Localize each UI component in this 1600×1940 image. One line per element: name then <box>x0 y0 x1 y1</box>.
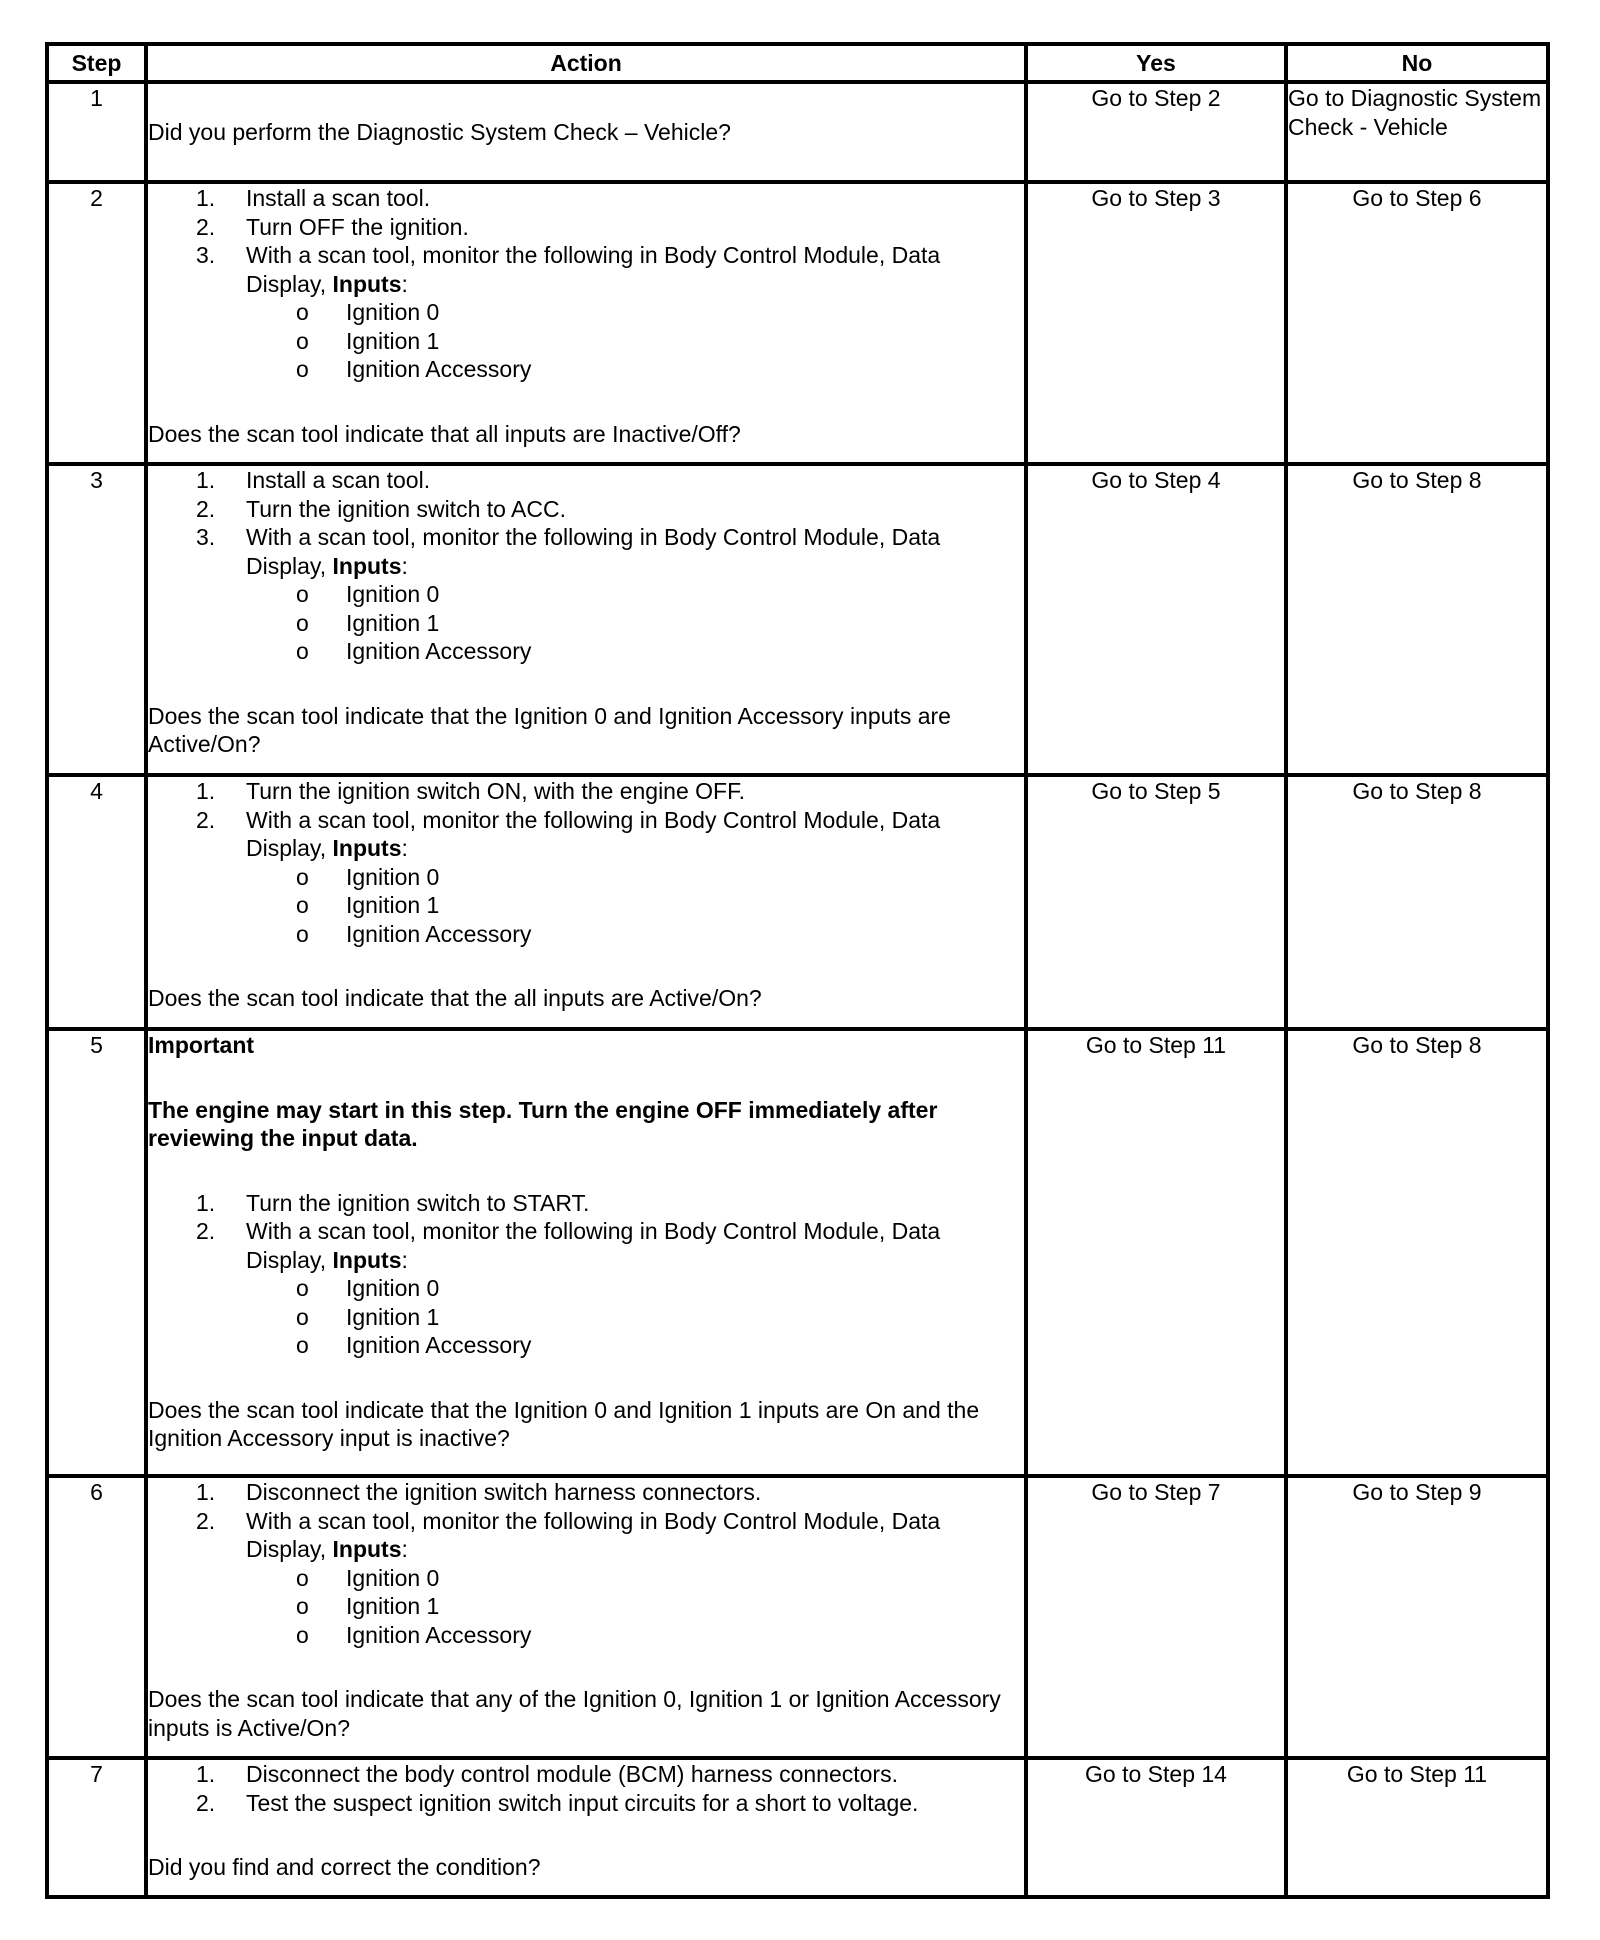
diagnostic-table <box>45 42 1550 1899</box>
instruction-item: 1. Disconnect the body control module (BCM) harness connectors. <box>196 1761 898 1787</box>
important-warning: The engine may start in this step. Turn the engine OFF immediately after reviewing the input data. <box>148 1096 938 1151</box>
no-cell: Go to Diagnostic System Check - Vehicle <box>1286 82 1548 182</box>
input-list <box>148 1274 1024 1360</box>
input-item: o Ignition Accessory <box>296 1332 532 1358</box>
table-row <box>47 1758 1548 1897</box>
yes-cell: Go to Step 5 <box>1026 775 1286 1029</box>
input-item: o Ignition 0 <box>296 863 440 890</box>
input-item: o Ignition 1 <box>296 327 440 354</box>
instruction-list <box>148 1760 1024 1817</box>
action-cell <box>146 182 1026 464</box>
action-cell <box>146 1476 1026 1758</box>
action-cell <box>146 464 1026 775</box>
input-item: o Ignition 0 <box>296 1564 440 1591</box>
input-item: o Ignition 0 <box>296 581 440 607</box>
important-title: Important <box>148 1032 255 1058</box>
instruction-item: 1. Turn the ignition switch ON, with the engine OFF. <box>196 778 745 804</box>
yes-cell: Go to Step 2 <box>1026 82 1286 182</box>
instruction-item: 3. With a scan tool, monitor the following in Body Control Module, Data Display, Inputs: <box>196 524 941 579</box>
instruction-list <box>148 1478 1024 1564</box>
input-item: o Ignition 1 <box>296 1303 440 1330</box>
input-item: o Ignition 1 <box>296 892 440 918</box>
input-item: o Ignition 1 <box>296 1593 440 1619</box>
instruction-item: 2. Test the suspect ignition switch input circuits for a short to voltage. <box>196 1789 919 1816</box>
instruction-item: 1. Turn the ignition switch to START. <box>196 1189 590 1216</box>
input-item: o Ignition 0 <box>296 299 440 325</box>
step-number: 5 <box>47 1029 146 1476</box>
question-text: Does the scan tool indicate that any of the Ignition 0, Ignition 1 or Ignition Accessory inputs is Active/On? <box>148 1686 1001 1741</box>
header-yes: Yes <box>1026 44 1286 82</box>
step-number: 2 <box>47 182 146 464</box>
instruction-list <box>148 777 1024 863</box>
input-item: o Ignition Accessory <box>296 356 532 382</box>
instruction-item: 2. With a scan tool, monitor the following in Body Control Module, Data Display, Inputs: <box>196 806 941 861</box>
yes-cell: Go to Step 14 <box>1026 1758 1286 1897</box>
action-cell <box>146 1758 1026 1897</box>
no-cell: Go to Step 11 <box>1286 1758 1548 1897</box>
yes-cell: Go to Step 3 <box>1026 182 1286 464</box>
action-cell <box>146 82 1026 182</box>
question-text: Does the scan tool indicate that the all inputs are Active/On? <box>148 985 762 1011</box>
question-text: Does the scan tool indicate that the Ignition 0 and Ignition 1 inputs are On and the Ignition Accessory input is inactive? <box>148 1396 980 1451</box>
input-item: o Ignition Accessory <box>296 638 532 664</box>
no-cell: Go to Step 8 <box>1286 464 1548 775</box>
no-cell: Go to Step 6 <box>1286 182 1548 464</box>
instruction-item: 2. Turn the ignition switch to ACC. <box>196 495 567 522</box>
header-no: No <box>1286 44 1548 82</box>
instruction-item: 2. With a scan tool, monitor the following in Body Control Module, Data Display, Inputs: <box>196 1507 941 1562</box>
instruction-list <box>148 466 1024 580</box>
yes-cell: Go to Step 4 <box>1026 464 1286 775</box>
question-text: Did you perform the Diagnostic System Check – Vehicle? <box>148 118 731 145</box>
input-item: o Ignition 0 <box>296 1275 440 1301</box>
action-cell <box>146 1029 1026 1476</box>
input-item: o Ignition Accessory <box>296 920 532 947</box>
table-row <box>47 775 1548 1029</box>
question-text: Does the scan tool indicate that all inputs are Inactive/Off? <box>148 420 741 447</box>
instruction-item: 1. Install a scan tool. <box>196 467 431 493</box>
header-action: Action <box>146 44 1026 82</box>
input-list <box>148 1564 1024 1650</box>
instruction-item: 2. Turn OFF the ignition. <box>196 213 469 240</box>
no-cell: Go to Step 8 <box>1286 1029 1548 1476</box>
instruction-list <box>148 184 1024 298</box>
input-item: o Ignition Accessory <box>296 1621 532 1648</box>
table-row <box>47 1029 1548 1476</box>
table-row <box>47 1476 1548 1758</box>
instruction-item: 1. Install a scan tool. <box>196 185 431 211</box>
table-row <box>47 464 1548 775</box>
header-step: Step <box>47 44 146 82</box>
question-text: Did you find and correct the condition? <box>148 1854 541 1880</box>
table-row <box>47 82 1548 182</box>
input-item: o Ignition 1 <box>296 609 440 636</box>
instruction-item: 3. With a scan tool, monitor the following in Body Control Module, Data Display, Inputs: <box>196 242 941 297</box>
question-text: Does the scan tool indicate that the Ignition 0 and Ignition Accessory inputs are Active/On? <box>148 702 951 757</box>
input-list <box>148 863 1024 949</box>
step-number: 6 <box>47 1476 146 1758</box>
instruction-item: 1. Disconnect the ignition switch harness connectors. <box>196 1479 762 1505</box>
step-number: 1 <box>47 82 146 182</box>
step-number: 4 <box>47 775 146 1029</box>
instruction-item: 2. With a scan tool, monitor the following in Body Control Module, Data Display, Inputs: <box>196 1218 941 1273</box>
table-row <box>47 182 1548 464</box>
yes-cell: Go to Step 7 <box>1026 1476 1286 1758</box>
step-number: 3 <box>47 464 146 775</box>
action-cell <box>146 775 1026 1029</box>
step-number: 7 <box>47 1758 146 1897</box>
no-cell: Go to Step 8 <box>1286 775 1548 1029</box>
input-list <box>148 580 1024 666</box>
yes-cell: Go to Step 11 <box>1026 1029 1286 1476</box>
header-row <box>47 44 1548 82</box>
no-cell: Go to Step 9 <box>1286 1476 1548 1758</box>
instruction-list <box>148 1189 1024 1275</box>
input-list <box>148 298 1024 384</box>
